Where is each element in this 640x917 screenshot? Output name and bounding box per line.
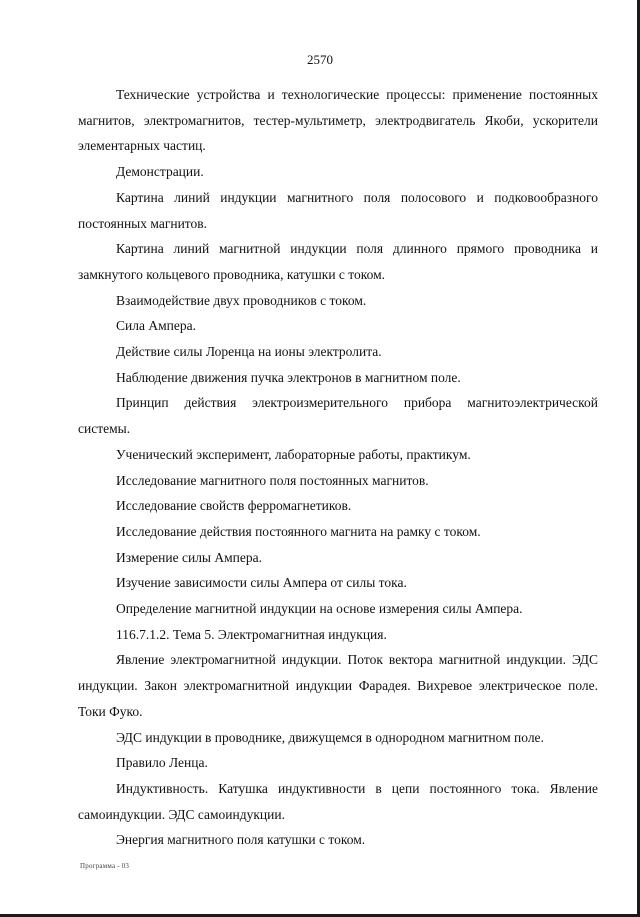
footer-label: Программа - 03: [80, 862, 130, 870]
paragraph: Исследование свойств ферромагнетиков.: [116, 498, 352, 514]
page-number: 2570: [307, 52, 333, 67]
paragraph: Демонстрации.: [116, 164, 204, 180]
section-heading: 116.7.1.2. Тема 5. Электромагнитная индукция.: [116, 626, 387, 642]
paragraph: Исследование действия постоянного магнита на рамку с током.: [116, 523, 481, 539]
paragraph: Картина линий магнитной индукции поля длинного прямого проводника и замкнутого кольцевого проводника, катушки с током.: [78, 241, 598, 282]
paragraph: Картина линий индукции магнитного поля полосового и подковообразного постоянных магнитов.: [78, 189, 598, 231]
paragraph: Действие силы Лоренца на ионы электролита.: [116, 344, 382, 360]
paragraph: Сила Ампера.: [116, 318, 196, 334]
paragraph: Явление электромагнитной индукции. Поток вектора магнитной индукции. ЭДС индукции. Закон электромагнитной индукции Фарадея. Вихревое электрическое поле. Токи Фуко.: [78, 652, 598, 719]
paragraph: Определение магнитной индукции на основе измерения силы Ампера.: [116, 601, 523, 617]
paragraph: Взаимодействие двух проводников с током.: [116, 292, 367, 308]
paragraph: Исследование магнитного поля постоянных магнитов.: [116, 472, 429, 488]
paragraph: Изучение зависимости силы Ампера от силы тока.: [116, 575, 407, 591]
paragraph: Индуктивность. Катушка индуктивности в цепи постоянного тока. Явление самоиндукции. ЭДС самоиндукции.: [78, 780, 598, 822]
paragraph: Измерение силы Ампера.: [116, 549, 263, 565]
paragraph: Принцип действия электроизмерительного прибора магнитоэлектрической системы.: [78, 395, 598, 437]
paragraph: Правило Ленца.: [116, 755, 208, 771]
paragraph: ЭДС индукции в проводнике, движущемся в однородном магнитном поле.: [116, 729, 544, 745]
paragraph: Ученический эксперимент, лабораторные работы, практикум.: [116, 446, 471, 462]
document-body: [78, 82, 598, 853]
paragraph: Наблюдение движения пучка электронов в магнитном поле.: [116, 369, 461, 385]
paragraph: Технические устройства и технологические процессы: применение постоянных магнитов, электромагнитов, тестер-мультиметр, электродвигатель Якоби, ускорители элементарных частиц.: [78, 87, 598, 154]
paragraph: Энергия магнитного поля катушки с током.: [116, 832, 366, 848]
